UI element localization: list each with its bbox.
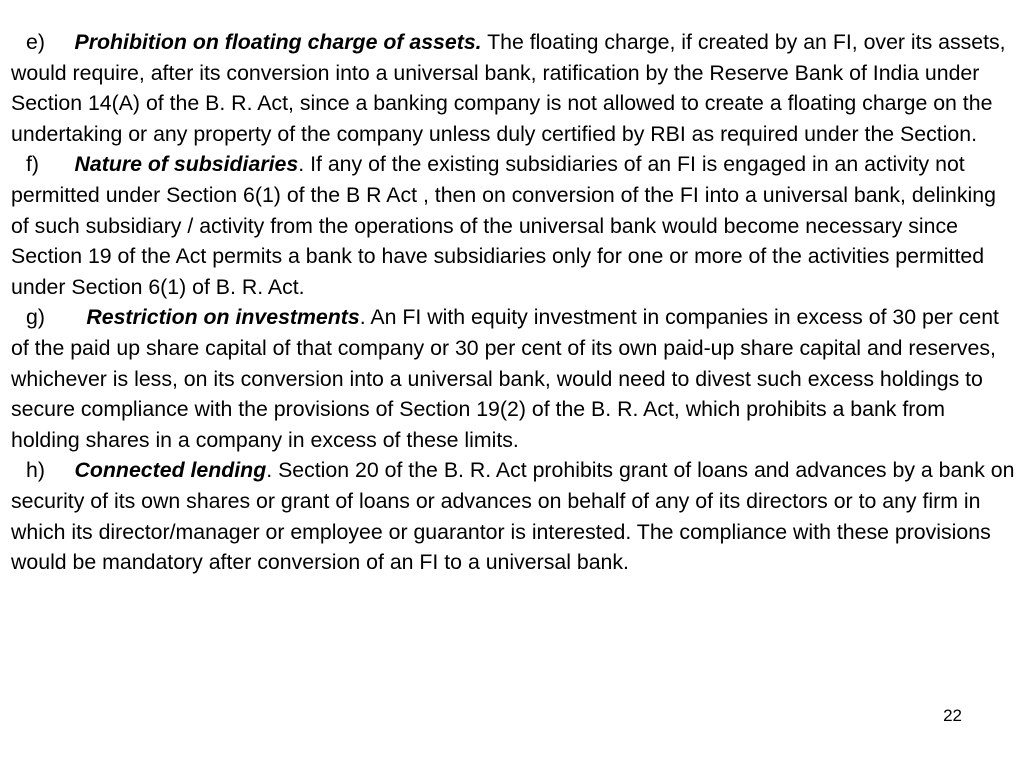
paragraph-heading-suffix: . (266, 458, 273, 483)
list-marker: e) (26, 30, 45, 54)
paragraph-text: The floating charge, if created by an FI, over its assets, would require, after its conversion into a universal bank, ratification by the Reserve Bank of India under Section 14(A) of the B. R. Act, since a banking company is not allowed to create a floating charge on the undertaking or any property of the company unless duly certified by RBI as required under the Section. (11, 30, 1006, 146)
paragraph-heading-suffix: . (298, 152, 305, 177)
paragraph-text: If any of the existing subsidiaries of an FI is engaged in an activity not permitted under Section 6(1) of the B R Act , then on conversion of the FI into a universal bank, delinking of such subsidiary / activity from the operations of the universal bank would become necessary since Section 19 of the Act permits a bank to have subsidiaries only for one or more of the activities permitted under Section 6(1) of B. R. Act. (11, 152, 996, 299)
slide-body (11, 27, 1015, 578)
list-marker: f) (26, 152, 40, 177)
paragraph-heading: Nature of subsidiaries (74, 152, 299, 177)
list-marker: g) (26, 305, 45, 330)
paragraph-heading: Restriction on investments (86, 305, 360, 330)
paragraph-heading: Prohibition on floating charge of assets. (74, 30, 482, 54)
paragraph-text: Section 20 of the B. R. Act prohibits grant of loans and advances by a bank on security of its own shares or grant of loans or advances on behalf of any of its directors or to any firm in which its director/manager or employee or guarantor is interested. The compliance with these provisions would be mandatory after conversion of an FI to a universal bank. (11, 458, 1015, 575)
paragraph-f (11, 149, 1015, 302)
paragraph-e (11, 27, 1015, 149)
page-number: 22 (943, 706, 962, 725)
paragraph-h (11, 455, 1015, 577)
paragraph-heading-suffix: . (359, 305, 366, 330)
paragraph-g (11, 302, 1015, 455)
paragraph-heading: Connected lending (74, 458, 267, 483)
paragraph-text: An FI with equity investment in companies in excess of 30 per cent of the paid up share capital of that company or 30 per cent of its own paid-up share capital and reserves, whichever is less, on its conversion into a universal bank, would need to divest such excess holdings to secure compliance with the provisions of Section 19(2) of the B. R. Act, which prohibits a bank from holding shares in a company in excess of these limits. (11, 305, 999, 452)
list-marker: h) (26, 458, 45, 483)
